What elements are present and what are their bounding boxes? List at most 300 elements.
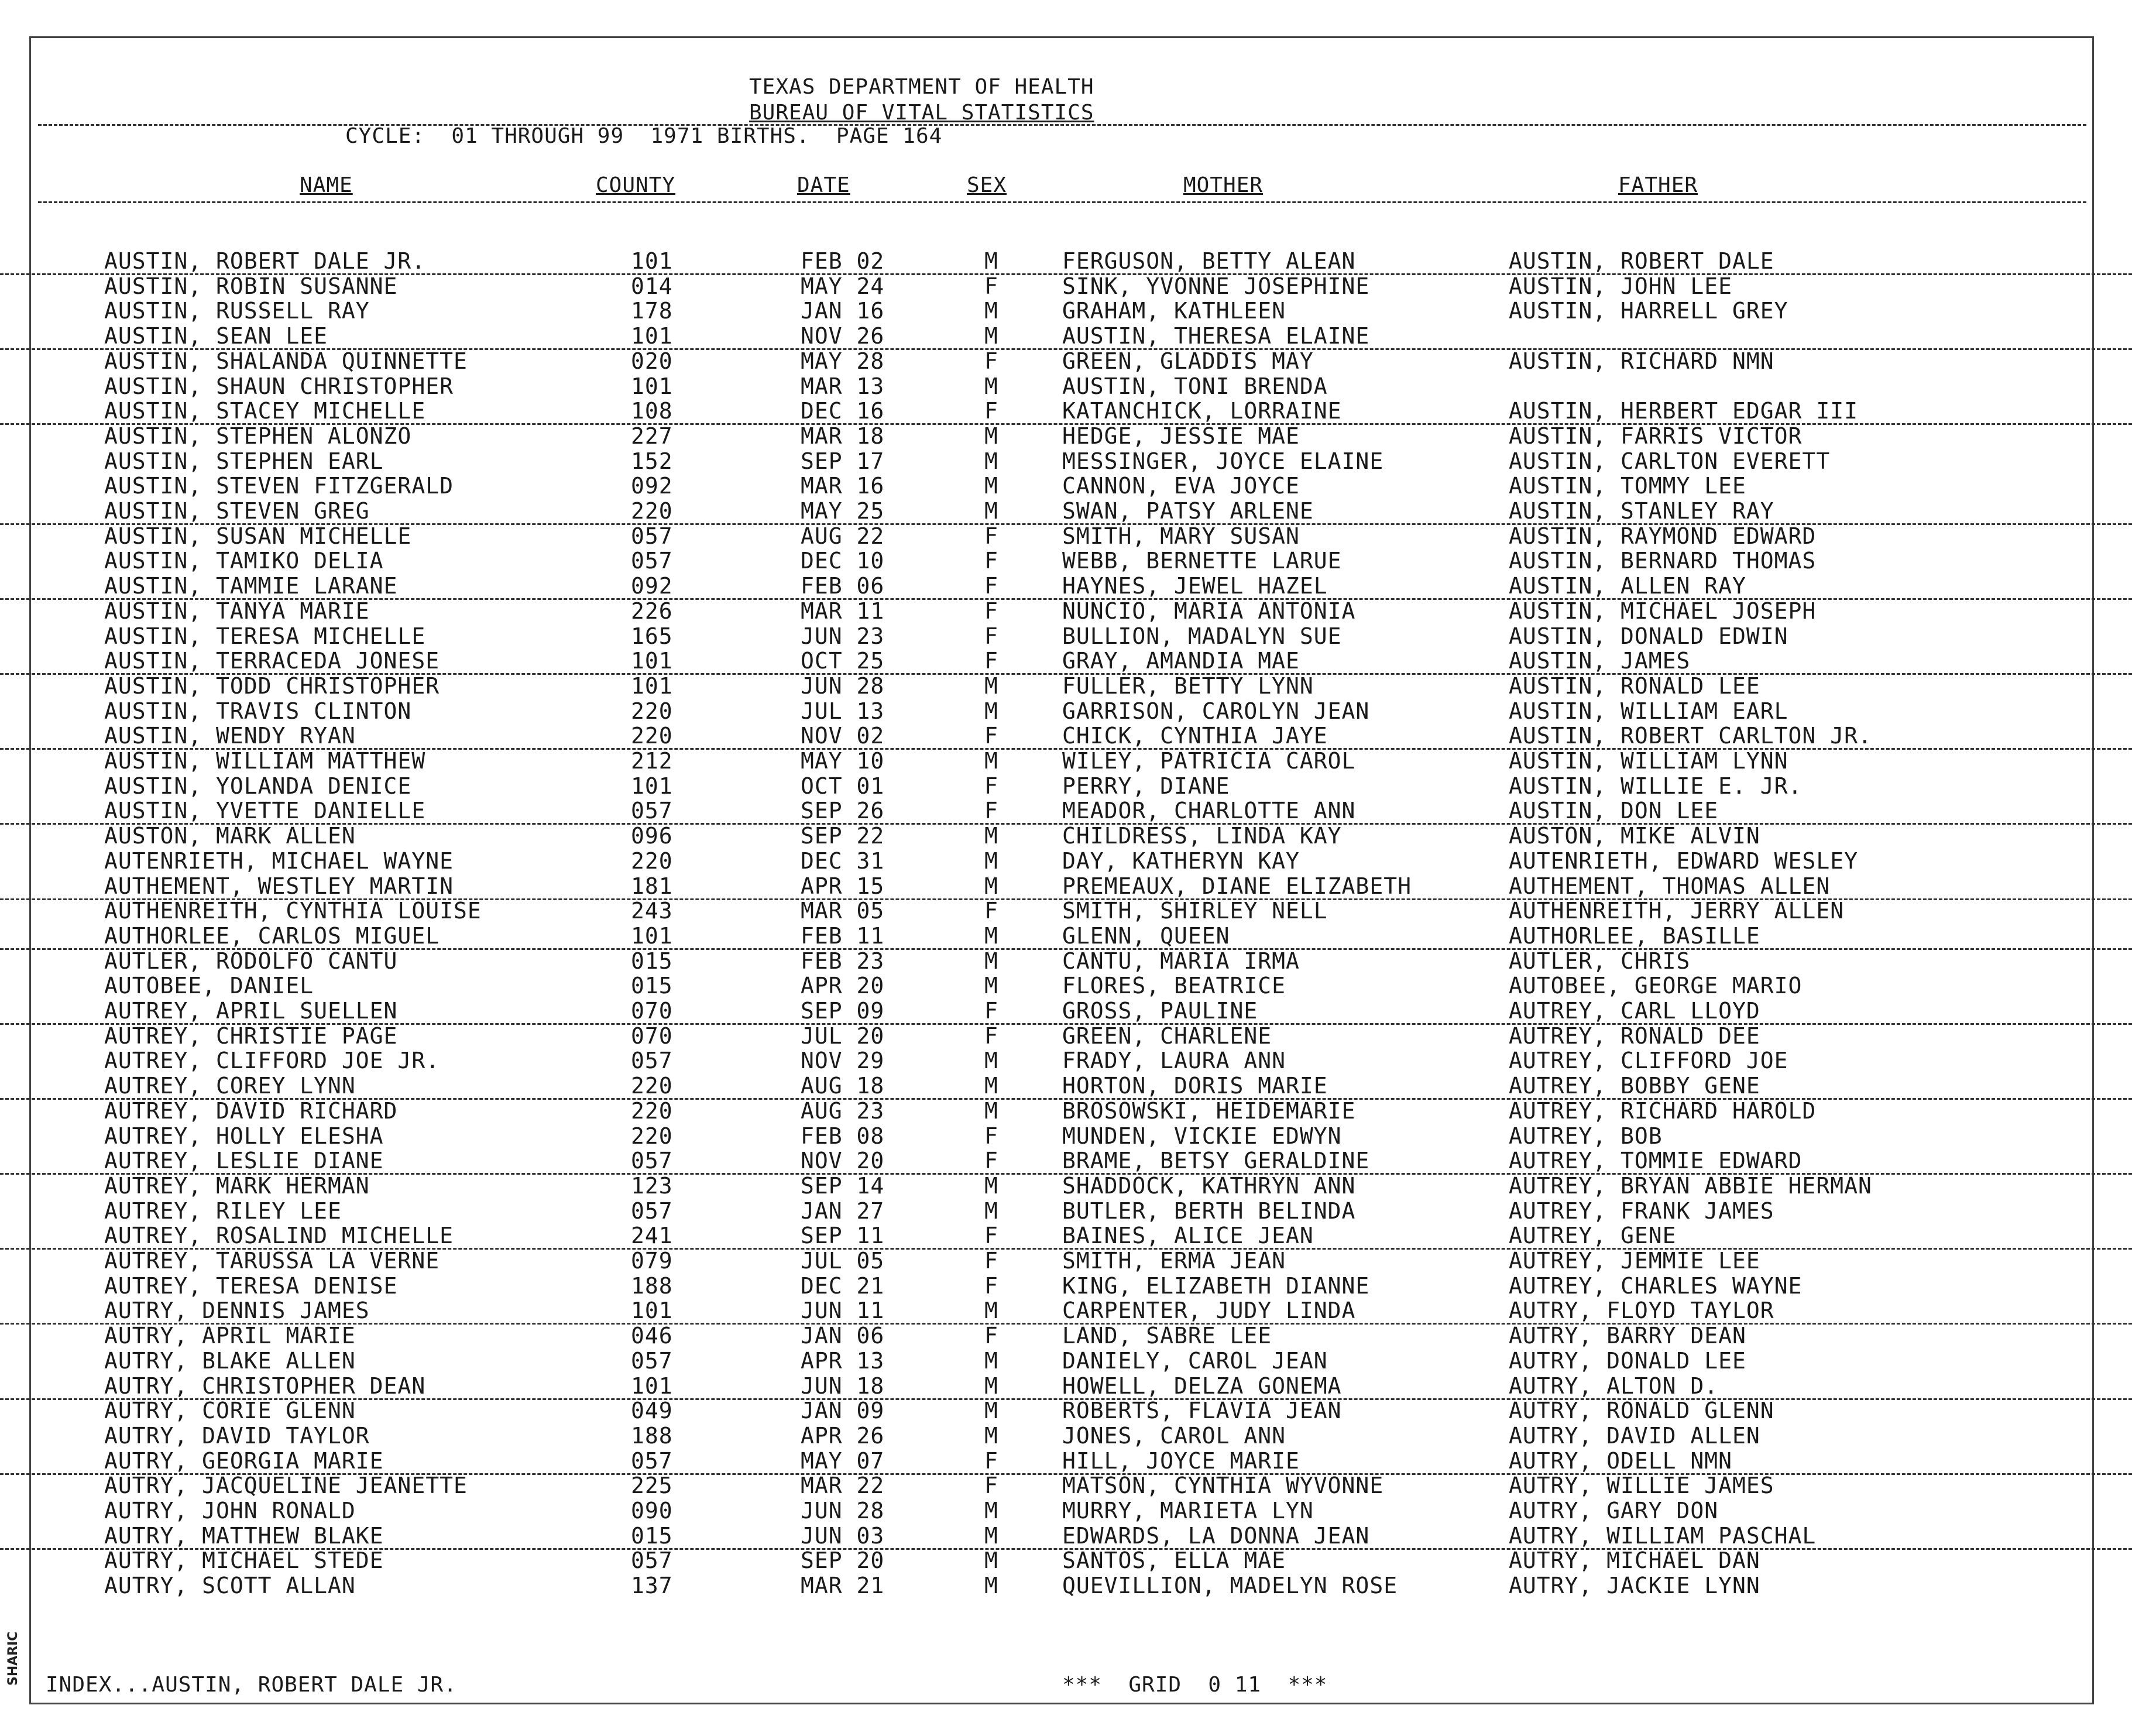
cell-county: 188 xyxy=(631,1422,673,1449)
table-row xyxy=(0,1148,2132,1175)
cell-mother: SWAN, PATSY ARLENE xyxy=(1062,498,1314,524)
cell-date: AUG 22 xyxy=(801,523,885,549)
cell-name: AUTREY, CLIFFORD JOE JR. xyxy=(104,1048,440,1074)
cell-date: JAN 27 xyxy=(801,1198,885,1224)
table-row xyxy=(0,1099,2132,1123)
cell-name: AUSTIN, TAMMIE LARANE xyxy=(104,573,398,599)
cell-name: AUSTIN, STACEY MICHELLE xyxy=(104,398,426,424)
cell-name: AUTENRIETH, MICHAEL WAYNE xyxy=(104,848,454,874)
cell-mother: GREEN, GLADDIS MAY xyxy=(1062,348,1314,374)
cell-date: JUN 28 xyxy=(801,1498,885,1524)
cell-date: NOV 26 xyxy=(801,323,885,349)
cell-sex: M xyxy=(984,423,998,449)
cell-county: 101 xyxy=(631,1298,673,1324)
cell-county: 079 xyxy=(631,1248,673,1274)
cell-sex: M xyxy=(984,1073,998,1099)
cell-date: MAR 16 xyxy=(801,473,885,499)
cell-mother: SMITH, ERMA JEAN xyxy=(1062,1248,1286,1274)
cell-name: AUSTIN, TODD CHRISTOPHER xyxy=(104,673,440,699)
cell-name: AUSTIN, STEVEN FITZGERALD xyxy=(104,473,454,499)
cell-father: AUSTIN, HERBERT EDGAR III xyxy=(1509,398,1858,424)
cell-mother: KING, ELIZABETH DIANNE xyxy=(1062,1272,1370,1299)
footer-index: INDEX...AUSTIN, ROBERT DALE JR. xyxy=(46,1673,457,1697)
cell-date: JAN 06 xyxy=(801,1323,885,1349)
cell-date: MAR 18 xyxy=(801,423,885,449)
cell-mother: MEADOR, CHARLOTTE ANN xyxy=(1062,798,1356,824)
cell-county: 220 xyxy=(631,1073,673,1099)
cell-date: JUN 18 xyxy=(801,1373,885,1399)
table-row xyxy=(0,649,2132,675)
cell-sex: M xyxy=(984,298,998,324)
cell-name: AUTRY, CORIE GLENN xyxy=(104,1398,356,1424)
cell-sex: M xyxy=(984,823,998,849)
cell-county: 014 xyxy=(631,273,673,299)
cell-sex: M xyxy=(984,973,998,999)
table-row xyxy=(0,1124,2132,1148)
cell-county: 057 xyxy=(631,523,673,549)
cell-county: 101 xyxy=(631,323,673,349)
cell-sex: M xyxy=(984,922,998,949)
cell-county: 015 xyxy=(631,948,673,974)
cell-father: AUTRY, GARY DON xyxy=(1509,1498,1719,1524)
table-row xyxy=(0,1524,2132,1550)
cell-mother: SMITH, MARY SUSAN xyxy=(1062,523,1300,549)
cell-date: AUG 23 xyxy=(801,1097,885,1124)
cell-sex: F xyxy=(984,1023,998,1049)
cell-county: 220 xyxy=(631,1097,673,1124)
cell-county: 057 xyxy=(631,1198,673,1224)
cell-mother: GRAHAM, KATHLEEN xyxy=(1062,298,1286,324)
cell-sex: F xyxy=(984,798,998,824)
cell-name: AUSTIN, ROBIN SUSANNE xyxy=(104,273,398,299)
cell-mother: FULLER, BETTY LYNN xyxy=(1062,673,1314,699)
cell-sex: M xyxy=(984,1398,998,1424)
cell-sex: M xyxy=(984,1097,998,1124)
cell-name: AUSTIN, YVETTE DANIELLE xyxy=(104,798,426,824)
cell-county: 178 xyxy=(631,298,673,324)
cell-name: AUTREY, HOLLY ELESHA xyxy=(104,1123,384,1149)
table-row xyxy=(0,524,2132,548)
table-row xyxy=(0,1248,2132,1273)
cell-mother: FLORES, BEATRICE xyxy=(1062,973,1286,999)
cell-county: 137 xyxy=(631,1573,673,1599)
cell-name: AUTREY, DAVID RICHARD xyxy=(104,1097,398,1124)
cell-mother: MATSON, CYNTHIA WYVONNE xyxy=(1062,1473,1384,1499)
cell-name: AUTRY, DENNIS JAMES xyxy=(104,1298,370,1324)
cell-father: AUTRY, RONALD GLENN xyxy=(1509,1398,1774,1424)
cell-sex: M xyxy=(984,948,998,974)
table-row xyxy=(0,299,2132,323)
table-row xyxy=(0,499,2132,525)
cell-county: 123 xyxy=(631,1172,673,1199)
cell-father: AUTHORLEE, BASILLE xyxy=(1509,922,1760,949)
cell-date: JUN 23 xyxy=(801,623,885,649)
table-row xyxy=(0,274,2132,299)
table-row xyxy=(0,949,2132,973)
cell-mother: CANTU, MARIA IRMA xyxy=(1062,948,1300,974)
table-row xyxy=(0,574,2132,600)
table-row xyxy=(0,749,2132,773)
table-row xyxy=(0,798,2132,825)
cell-date: MAR 22 xyxy=(801,1473,885,1499)
cell-father: AUSTIN, HARRELL GREY xyxy=(1509,298,1788,324)
cell-county: 092 xyxy=(631,573,673,599)
cell-mother: BROSOWSKI, HEIDEMARIE xyxy=(1062,1097,1356,1124)
cell-county: 057 xyxy=(631,798,673,824)
cell-father: AUSTIN, DON LEE xyxy=(1509,798,1719,824)
cell-mother: HOWELL, DELZA GONEMA xyxy=(1062,1373,1342,1399)
cell-sex: M xyxy=(984,1573,998,1599)
cell-county: 226 xyxy=(631,598,673,624)
cell-father: AUTRY, FLOYD TAYLOR xyxy=(1509,1298,1774,1324)
cell-date: DEC 16 xyxy=(801,398,885,424)
table-row xyxy=(0,1423,2132,1448)
cell-mother: SMITH, SHIRLEY NELL xyxy=(1062,898,1328,924)
cell-mother: GARRISON, CAROLYN JEAN xyxy=(1062,698,1370,724)
header-cycle: CYCLE: 01 THROUGH 99 1971 BIRTHS. PAGE 164 xyxy=(345,124,943,148)
cell-date: MAR 21 xyxy=(801,1573,885,1599)
cell-mother: EDWARDS, LA DONNA JEAN xyxy=(1062,1522,1370,1549)
cell-date: JUN 11 xyxy=(801,1298,885,1324)
cell-sex: M xyxy=(984,498,998,524)
table-row xyxy=(0,624,2132,649)
cell-mother: BULLION, MADALYN SUE xyxy=(1062,623,1342,649)
table-row xyxy=(0,723,2132,750)
table-row xyxy=(0,1573,2132,1598)
cell-date: APR 15 xyxy=(801,873,885,899)
cell-county: 057 xyxy=(631,1447,673,1474)
cell-name: AUTREY, RILEY LEE xyxy=(104,1198,342,1224)
cell-father: AUSTIN, WILLIAM LYNN xyxy=(1509,748,1788,774)
cell-date: SEP 14 xyxy=(801,1172,885,1199)
cell-date: SEP 26 xyxy=(801,798,885,824)
cell-father: AUTREY, BOBBY GENE xyxy=(1509,1073,1760,1099)
cell-sex: M xyxy=(984,448,998,474)
cell-sex: F xyxy=(984,598,998,624)
cell-date: OCT 01 xyxy=(801,773,885,799)
cell-father: AUTREY, CLIFFORD JOE xyxy=(1509,1048,1788,1074)
cell-sex: M xyxy=(984,1048,998,1074)
cell-sex: F xyxy=(984,548,998,574)
cell-county: 046 xyxy=(631,1323,673,1349)
cell-name: AUSTIN, ROBERT DALE JR. xyxy=(104,248,426,274)
cell-father: AUTREY, GENE xyxy=(1509,1223,1677,1249)
cell-name: AUSTIN, SHAUN CHRISTOPHER xyxy=(104,373,454,399)
cell-date: JAN 09 xyxy=(801,1398,885,1424)
cell-county: 015 xyxy=(631,1522,673,1549)
table-row xyxy=(0,1298,2132,1325)
cell-father: AUSTIN, RONALD LEE xyxy=(1509,673,1760,699)
cell-mother: KATANCHICK, LORRAINE xyxy=(1062,398,1342,424)
cell-sex: M xyxy=(984,1198,998,1224)
cell-county: 101 xyxy=(631,673,673,699)
cell-sex: M xyxy=(984,1548,998,1574)
cell-mother: FRADY, LAURA ANN xyxy=(1062,1048,1286,1074)
cell-name: AUTHENREITH, CYNTHIA LOUISE xyxy=(104,898,482,924)
cell-sex: M xyxy=(984,373,998,399)
cell-date: NOV 02 xyxy=(801,723,885,749)
cell-date: JUN 03 xyxy=(801,1522,885,1549)
cell-father: AUTLER, CHRIS xyxy=(1509,948,1691,974)
cell-sex: M xyxy=(984,1172,998,1199)
cell-county: 243 xyxy=(631,898,673,924)
cell-county: 096 xyxy=(631,823,673,849)
cell-father: AUSTIN, FARRIS VICTOR xyxy=(1509,423,1803,449)
cell-name: AUTRY, MATTHEW BLAKE xyxy=(104,1522,384,1549)
cell-name: AUSTON, MARK ALLEN xyxy=(104,823,356,849)
table-row xyxy=(0,1274,2132,1298)
cell-date: FEB 06 xyxy=(801,573,885,599)
cell-date: DEC 21 xyxy=(801,1272,885,1299)
cell-date: JUL 20 xyxy=(801,1023,885,1049)
cell-date: MAY 25 xyxy=(801,498,885,524)
cell-mother: GROSS, PAULINE xyxy=(1062,998,1258,1024)
cell-name: AUSTIN, SEAN LEE xyxy=(104,323,328,349)
cell-name: AUTRY, SCOTT ALLAN xyxy=(104,1573,356,1599)
column-header-date: DATE xyxy=(797,173,850,197)
cell-county: 188 xyxy=(631,1272,673,1299)
cell-date: SEP 22 xyxy=(801,823,885,849)
cell-sex: F xyxy=(984,398,998,424)
cell-father: AUTRY, JACKIE LYNN xyxy=(1509,1573,1760,1599)
cell-name: AUTREY, TERESA DENISE xyxy=(104,1272,398,1299)
cell-county: 057 xyxy=(631,1148,673,1174)
table-row xyxy=(0,1048,2132,1073)
cell-county: 020 xyxy=(631,348,673,374)
cell-date: JUL 05 xyxy=(801,1248,885,1274)
cell-county: 220 xyxy=(631,1123,673,1149)
cell-father: AUTENRIETH, EDWARD WESLEY xyxy=(1509,848,1858,874)
column-header-sex: SEX xyxy=(967,173,1007,197)
cell-father: AUSTIN, ROBERT DALE xyxy=(1509,248,1774,274)
cell-name: AUSTIN, SHALANDA QUINNETTE xyxy=(104,348,468,374)
cell-mother: MUNDEN, VICKIE EDWYN xyxy=(1062,1123,1342,1149)
cell-father: AUTREY, CHARLES WAYNE xyxy=(1509,1272,1803,1299)
cell-date: NOV 29 xyxy=(801,1048,885,1074)
cell-sex: F xyxy=(984,1447,998,1474)
cell-county: 220 xyxy=(631,723,673,749)
cell-father: AUSTON, MIKE ALVIN xyxy=(1509,823,1760,849)
table-row xyxy=(0,249,2132,275)
cell-father: AUTRY, BARRY DEAN xyxy=(1509,1323,1746,1349)
cell-sex: F xyxy=(984,1323,998,1349)
cell-county: 057 xyxy=(631,1048,673,1074)
header-department: TEXAS DEPARTMENT OF HEALTH xyxy=(749,75,1094,99)
header-bureau: BUREAU OF VITAL STATISTICS xyxy=(749,101,1094,125)
cell-county: 057 xyxy=(631,1347,673,1374)
table-row xyxy=(0,599,2132,623)
cell-sex: F xyxy=(984,1148,998,1174)
cell-sex: F xyxy=(984,273,998,299)
table-row xyxy=(0,449,2132,474)
cell-county: 101 xyxy=(631,248,673,274)
cell-father: AUTRY, ODELL NMN xyxy=(1509,1447,1733,1474)
cell-mother: SHADDOCK, KATHRYN ANN xyxy=(1062,1172,1356,1199)
cell-sex: F xyxy=(984,998,998,1024)
cell-name: AUTRY, JACQUELINE JEANETTE xyxy=(104,1473,468,1499)
cell-mother: WILEY, PATRICIA CAROL xyxy=(1062,748,1356,774)
cell-name: AUTRY, BLAKE ALLEN xyxy=(104,1347,356,1374)
cell-mother: FERGUSON, BETTY ALEAN xyxy=(1062,248,1356,274)
cell-sex: F xyxy=(984,898,998,924)
cell-sex: M xyxy=(984,248,998,274)
cell-name: AUTRY, DAVID TAYLOR xyxy=(104,1422,370,1449)
cell-sex: F xyxy=(984,1123,998,1149)
table-row xyxy=(0,374,2132,399)
cell-name: AUTRY, GEORGIA MARIE xyxy=(104,1447,384,1474)
cell-name: AUSTIN, WILLIAM MATTHEW xyxy=(104,748,426,774)
cell-county: 220 xyxy=(631,698,673,724)
cell-date: OCT 25 xyxy=(801,648,885,674)
cell-name: AUTRY, JOHN RONALD xyxy=(104,1498,356,1524)
cell-mother: BAINES, ALICE JEAN xyxy=(1062,1223,1314,1249)
cell-date: APR 20 xyxy=(801,973,885,999)
cell-mother: HAYNES, JEWEL HAZEL xyxy=(1062,573,1328,599)
column-header-county: COUNTY xyxy=(596,173,676,197)
cell-mother: DAY, KATHERYN KAY xyxy=(1062,848,1300,874)
table-row xyxy=(0,1174,2132,1198)
cell-name: AUSTIN, TANYA MARIE xyxy=(104,598,370,624)
cell-mother: MESSINGER, JOYCE ELAINE xyxy=(1062,448,1384,474)
cell-mother: GLENN, QUEEN xyxy=(1062,922,1230,949)
cell-sex: M xyxy=(984,1347,998,1374)
cell-sex: M xyxy=(984,1498,998,1524)
cell-date: AUG 18 xyxy=(801,1073,885,1099)
cell-date: MAY 28 xyxy=(801,348,885,374)
cell-sex: F xyxy=(984,723,998,749)
cell-sex: F xyxy=(984,1272,998,1299)
cell-mother: WEBB, BERNETTE LARUE xyxy=(1062,548,1342,574)
cell-name: AUTRY, APRIL MARIE xyxy=(104,1323,356,1349)
cell-county: 090 xyxy=(631,1498,673,1524)
table-row xyxy=(0,1349,2132,1373)
table-row xyxy=(0,1374,2132,1400)
cell-mother: CHICK, CYNTHIA JAYE xyxy=(1062,723,1328,749)
cell-father: AUSTIN, JAMES xyxy=(1509,648,1691,674)
cell-mother: PERRY, DIANE xyxy=(1062,773,1230,799)
cell-sex: M xyxy=(984,1422,998,1449)
cell-mother: PREMEAUX, DIANE ELIZABETH xyxy=(1062,873,1412,899)
cell-county: 101 xyxy=(631,773,673,799)
cell-mother: CARPENTER, JUDY LINDA xyxy=(1062,1298,1356,1324)
cell-county: 241 xyxy=(631,1223,673,1249)
cell-county: 101 xyxy=(631,1373,673,1399)
cell-mother: SINK, YVONNE JOSEPHINE xyxy=(1062,273,1370,299)
cell-date: MAR 11 xyxy=(801,598,885,624)
cell-sex: M xyxy=(984,673,998,699)
table-row xyxy=(0,1024,2132,1048)
cell-county: 101 xyxy=(631,373,673,399)
cell-name: AUSTIN, TAMIKO DELIA xyxy=(104,548,384,574)
cell-name: AUTREY, CHRISTIE PAGE xyxy=(104,1023,398,1049)
column-header-name: NAME xyxy=(300,173,353,197)
cell-sex: F xyxy=(984,523,998,549)
cell-father: AUTRY, ALTON D. xyxy=(1509,1373,1719,1399)
table-row xyxy=(0,399,2132,425)
cell-sex: F xyxy=(984,573,998,599)
cell-name: AUTREY, MARK HERMAN xyxy=(104,1172,370,1199)
cell-name: AUTREY, ROSALIND MICHELLE xyxy=(104,1223,454,1249)
cell-sex: M xyxy=(984,1373,998,1399)
cell-county: 101 xyxy=(631,922,673,949)
cell-father: AUTRY, DAVID ALLEN xyxy=(1509,1422,1760,1449)
cell-date: MAY 24 xyxy=(801,273,885,299)
column-header-mother: MOTHER xyxy=(1183,173,1264,197)
cell-county: 181 xyxy=(631,873,673,899)
cell-date: JUL 13 xyxy=(801,698,885,724)
cell-date: JAN 16 xyxy=(801,298,885,324)
cell-mother: AUSTIN, TONI BRENDA xyxy=(1062,373,1328,399)
table-row xyxy=(0,699,2132,723)
cell-father: AUTOBEE, GEORGE MARIO xyxy=(1509,973,1803,999)
cell-name: AUSTIN, TRAVIS CLINTON xyxy=(104,698,412,724)
column-header-father: FATHER xyxy=(1618,173,1698,197)
cell-father: AUSTIN, ROBERT CARLTON JR. xyxy=(1509,723,1872,749)
cell-county: 225 xyxy=(631,1473,673,1499)
cell-sex: F xyxy=(984,1223,998,1249)
table-row xyxy=(0,1473,2132,1498)
table-row xyxy=(0,849,2132,873)
cell-father: AUSTIN, MICHAEL JOSEPH xyxy=(1509,598,1817,624)
cell-father: AUTHEMENT, THOMAS ALLEN xyxy=(1509,873,1831,899)
cell-county: 070 xyxy=(631,998,673,1024)
table-row xyxy=(0,999,2132,1025)
cell-mother: NUNCIO, MARIA ANTONIA xyxy=(1062,598,1356,624)
table-row xyxy=(0,1498,2132,1523)
cell-date: FEB 02 xyxy=(801,248,885,274)
cell-mother: MURRY, MARIETA LYN xyxy=(1062,1498,1314,1524)
cell-mother: JONES, CAROL ANN xyxy=(1062,1422,1286,1449)
table-row xyxy=(0,674,2132,698)
cell-mother: HEDGE, JESSIE MAE xyxy=(1062,423,1300,449)
column-header-divider xyxy=(38,201,2086,203)
cell-mother: DANIELY, CAROL JEAN xyxy=(1062,1347,1328,1374)
cell-father: AUSTIN, WILLIE E. JR. xyxy=(1509,773,1803,799)
cell-date: SEP 09 xyxy=(801,998,885,1024)
cell-name: AUTHEMENT, WESTLEY MARTIN xyxy=(104,873,454,899)
cell-father: AUTREY, FRANK JAMES xyxy=(1509,1198,1774,1224)
cell-name: AUSTIN, STEPHEN ALONZO xyxy=(104,423,412,449)
cell-county: 057 xyxy=(631,1548,673,1574)
cell-date: FEB 23 xyxy=(801,948,885,974)
cell-name: AUSTIN, YOLANDA DENICE xyxy=(104,773,412,799)
cell-father: AUTRY, MICHAEL DAN xyxy=(1509,1548,1760,1574)
cell-date: JUN 28 xyxy=(801,673,885,699)
table-row xyxy=(0,1223,2132,1250)
cell-name: AUTLER, RODOLFO CANTU xyxy=(104,948,398,974)
cell-name: AUTOBEE, DANIEL xyxy=(104,973,314,999)
cell-name: AUTREY, TARUSSA LA VERNE xyxy=(104,1248,440,1274)
table-row xyxy=(0,1073,2132,1100)
cell-name: AUTHORLEE, CARLOS MIGUEL xyxy=(104,922,440,949)
cell-sex: M xyxy=(984,473,998,499)
cell-father: AUSTIN, CARLTON EVERETT xyxy=(1509,448,1831,474)
cell-date: FEB 08 xyxy=(801,1123,885,1149)
cell-date: MAY 07 xyxy=(801,1447,885,1474)
footer-grid: *** GRID 0 11 *** xyxy=(1062,1673,1328,1697)
cell-mother: QUEVILLION, MADELYN ROSE xyxy=(1062,1573,1398,1599)
cell-father: AUSTIN, DONALD EDWIN xyxy=(1509,623,1788,649)
cell-name: AUSTIN, TERESA MICHELLE xyxy=(104,623,426,649)
cell-mother: BUTLER, BERTH BELINDA xyxy=(1062,1198,1356,1224)
cell-sex: M xyxy=(984,1522,998,1549)
cell-father: AUTREY, JEMMIE LEE xyxy=(1509,1248,1760,1274)
cell-name: AUSTIN, WENDY RYAN xyxy=(104,723,356,749)
cell-date: NOV 20 xyxy=(801,1148,885,1174)
cell-county: 092 xyxy=(631,473,673,499)
cell-father: AUTREY, RICHARD HAROLD xyxy=(1509,1097,1817,1124)
cell-father: AUTREY, RONALD DEE xyxy=(1509,1023,1760,1049)
